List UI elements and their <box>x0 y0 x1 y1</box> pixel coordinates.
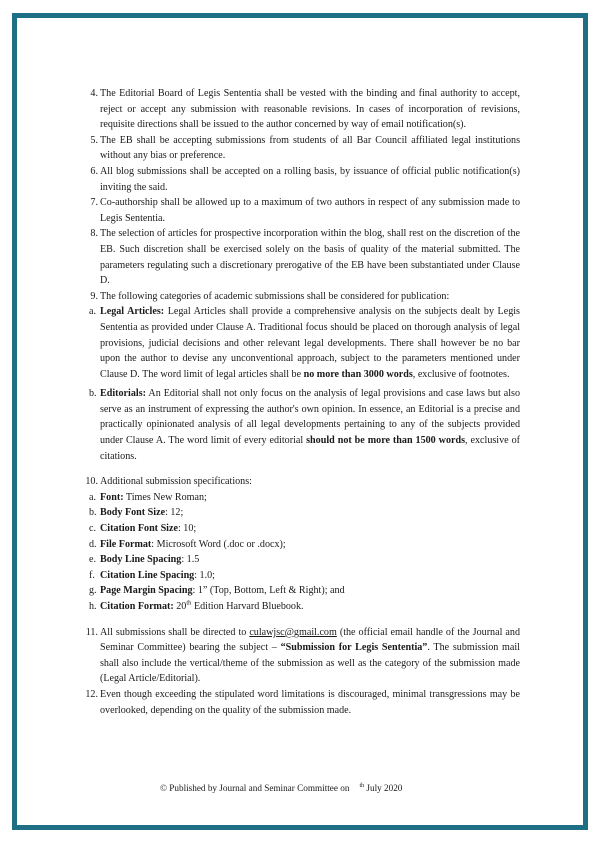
ordinal-suffix: th <box>359 783 365 789</box>
clause-7 <box>90 195 520 226</box>
spec-letter: c. <box>89 523 97 535</box>
category-title: Editorials: <box>100 388 146 400</box>
category-title: Legal Articles: <box>100 306 165 318</box>
clause-9 <box>90 289 520 305</box>
clause-number: 8. <box>90 228 98 240</box>
spec-value: : 12; <box>165 507 184 519</box>
clause-8 <box>90 226 520 288</box>
spec-value: : 1.5 <box>181 554 200 566</box>
category-legal-articles <box>89 304 520 382</box>
clause-text: All blog submissions shall be accepted on a rolling basis, by issuance of official public notification(s) inviting the said. <box>100 165 520 193</box>
clause-number: 9. <box>90 290 98 302</box>
clause-text: The following categories of academic submissions shall be considered for publication: <box>100 290 450 302</box>
spec-letter: e. <box>89 554 97 566</box>
clause-text: Co-authorship shall be allowed up to a maximum of two authors in respect of any submission made to Legis Sententia. <box>100 197 520 224</box>
email-link[interactable]: culawjsc@gmail.com <box>249 626 337 638</box>
spec-value: : 1.0; <box>194 569 215 581</box>
document-body <box>85 86 520 718</box>
clause-number: 6. <box>90 165 98 177</box>
spec-item <box>89 583 520 599</box>
spec-value: : Microsoft Word (.doc or .docx); <box>151 538 286 550</box>
category-letter: b. <box>89 388 97 400</box>
clause-number: 7. <box>90 197 98 209</box>
spec-letter: b. <box>89 507 97 519</box>
spec-item <box>89 552 520 568</box>
clause-text: The EB shall be accepting submissions from students of all Bar Council affiliated legal institutions without any bias or preference. <box>100 134 520 162</box>
spec-label: Body Line Spacing <box>100 554 182 566</box>
spec-label: Citation Font Size <box>100 523 178 535</box>
category-text-end: , exclusive of footnotes. <box>412 368 510 380</box>
spec-letter: g. <box>89 585 97 597</box>
spec-item <box>89 505 520 521</box>
spec-item <box>89 599 520 615</box>
category-letter: a. <box>89 306 97 318</box>
clause-text: The Editorial Board of Legis Sententia shall be vested with the binding and final authority to accept, reject or accept any submission with reasonable revisions. In cases of incorporation of revisions, requisite directions shall be issued to the author concerned by way of email notification(s). <box>100 88 520 131</box>
spec-letter: h. <box>89 601 97 612</box>
category-text: Legal Articles shall provide a comprehensive analysis on the subjects dealt by Legis Sententia as provided under Clause A. Traditional focus should be placed on thorough analysis of legal provisions, judicial decisions and other relevant legal developments. There shall however be no bar upon the author to devise any unconventional approach, subject to the parameters mentioned under Clause D. The word limit of legal articles shall be <box>100 306 520 380</box>
clause-6 <box>90 164 520 195</box>
spec-item <box>89 537 520 553</box>
spec-value: Times New Roman; <box>123 491 207 503</box>
spec-value: : 10; <box>177 523 197 535</box>
category-text-end: , exclusive of citations. <box>100 435 520 462</box>
clause-number: 11. <box>85 626 98 638</box>
category-text: An Editorial shall not only focus on the analysis of legal provisions and case laws but also serve as an instrument of expressing the author's own opinion. In essence, an Editorial is a precise and practically opinionated analysis of all legal developments pertaining to any of the subjects provided under Clause A. The word limit of every editorial <box>100 388 520 447</box>
clause-11 <box>85 625 520 687</box>
spec-item <box>89 490 520 506</box>
footer-date: July 2020 <box>364 783 403 794</box>
spec-letter: a. <box>89 491 97 503</box>
spec-value: 20 <box>173 601 187 612</box>
clause-text-mid: (the official email handle of the Journal and Seminar Committee) bearing the subject – <box>100 626 520 654</box>
clause-text: Even though exceeding the stipulated word limitations is discouraged, minimal transgressions may be overlooked, depending on the quality of the submission made. <box>100 688 520 716</box>
spec-label: Font: <box>100 491 124 503</box>
word-limit: no more than 3000 words <box>303 368 413 380</box>
spec-label: Body Font Size <box>100 507 166 519</box>
word-limit: should not be more than 1500 words <box>306 435 466 447</box>
spec-item <box>89 568 520 584</box>
spec-letter: d. <box>89 538 97 550</box>
spec-label: Citation Line Spacing <box>100 569 195 581</box>
category-editorials <box>89 386 520 464</box>
clause-number: 4. <box>90 88 98 99</box>
clause-12 <box>85 687 520 718</box>
ordinal-suffix: th <box>186 599 192 607</box>
clause-number: 5. <box>90 134 98 146</box>
clause-text: Additional submission specifications: <box>100 476 252 488</box>
clause-number: 10. <box>85 476 98 488</box>
clause-10 <box>85 474 520 490</box>
spec-label: File Format <box>100 538 152 550</box>
clause-text: All submissions shall be directed to <box>100 626 250 638</box>
clause-5 <box>90 133 520 164</box>
spec-label: Page Margin Spacing <box>100 585 193 597</box>
footer <box>160 780 480 794</box>
clause-text-end: . The submission mail shall also include the vertical/theme of the submission as well as the category of the submission made (Legal Article/Editorial). <box>100 642 520 685</box>
clause-text: The selection of articles for prospective incorporation within the blog, shall rest on the discretion of the EB. Such discretion shall be exercised solely on the basis of quality of the material submitted. The parameters regulating such a discretionary prerogative of the EB have been substantiated under Clause D. <box>100 228 520 287</box>
spec-value: : 1” (Top, Bottom, Left & Right); and <box>192 585 345 597</box>
spec-item <box>89 521 520 537</box>
spec-label: Citation Format: <box>100 601 174 612</box>
spec-value-end: Edition Harvard Bluebook. <box>191 601 304 612</box>
clause-4 <box>90 86 520 133</box>
email-subject: “Submission for Legis Sententia” <box>280 642 428 654</box>
footer-text: © Published by Journal and Seminar Committee on <box>160 783 350 794</box>
spec-letter: f. <box>89 569 95 581</box>
clause-number: 12. <box>85 688 98 700</box>
